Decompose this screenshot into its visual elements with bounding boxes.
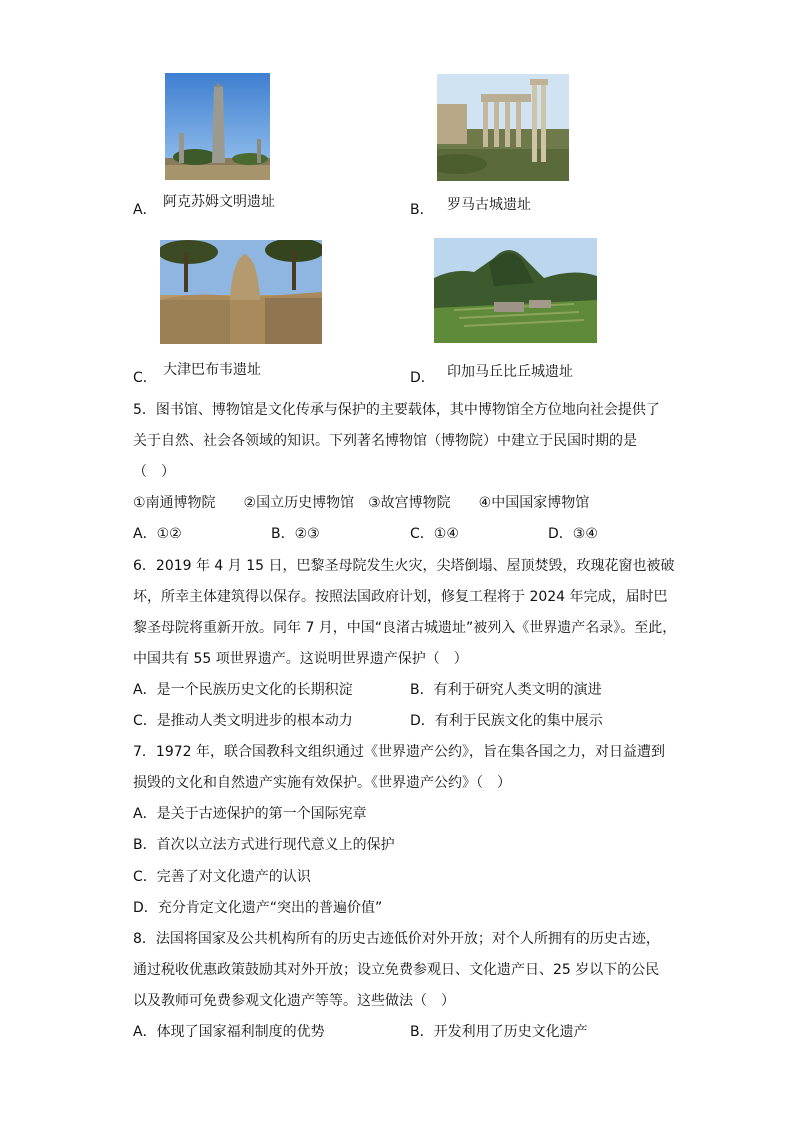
q6-stem-line-4: 中国共有 55 项世界遗产。这说明世界遗产保护（ ） — [133, 651, 468, 667]
option-d-letter: D． — [410, 370, 435, 386]
q8-stem-line-3: 以及教师可免费参观文化遗产等等。这些做法（ ） — [133, 993, 455, 1009]
q6-stem-line-2: 坏，所幸主体建筑得以保存。按照法国政府计划，修复工程将于 2024 年完成，届时巴 — [133, 589, 668, 605]
q8-choice-b[interactable]: B．开发利用了历史文化遗产 — [410, 1024, 588, 1040]
option-d-caption: 印加马丘比丘城遗址 — [447, 364, 573, 380]
q5-stem-line-2: 关于自然、社会各领域的知识。下列著名博物馆（博物院）中建立于民国时期的是 — [133, 433, 637, 449]
q7-choice-c[interactable]: C．完善了对文化遗产的认识 — [133, 869, 311, 885]
q7-choice-b[interactable]: B．首次以立法方式进行现代意义上的保护 — [133, 837, 395, 853]
q8-stem-line-1: 8．法国将国家及公共机构所有的历史古迹低价对外开放；对个人所拥有的历史古迹， — [133, 931, 660, 947]
q5-choice-b[interactable]: B．②③ — [271, 526, 320, 542]
q5-choice-d[interactable]: D．③④ — [548, 526, 598, 542]
option-b-letter: B． — [410, 202, 434, 218]
roman-forum-photo — [437, 74, 569, 181]
obelisk-photo — [165, 73, 270, 180]
q5-choice-c[interactable]: C．①④ — [410, 526, 459, 542]
option-a-caption: 阿克苏姆文明遗址 — [163, 194, 275, 210]
q6-choice-c[interactable]: C．是推动人类文明进步的根本动力 — [133, 713, 353, 729]
q6-choice-a[interactable]: A．是一个民族历史文化的长期积淀 — [133, 682, 353, 698]
q7-choice-d[interactable]: D．充分肯定文化遗产“突出的普遍价值” — [133, 900, 383, 916]
q5-stem-line-1: 5．图书馆、博物馆是文化传承与保护的主要载体，其中博物馆全方位地向社会提供了 — [133, 402, 660, 418]
option-b-caption: 罗马古城遗址 — [447, 197, 531, 213]
machu-picchu-photo — [434, 238, 597, 343]
q6-stem-line-1: 6．2019 年 4 月 15 日，巴黎圣母院发生火灾，尖塔倒塌、屋顶焚毁，玫瑰花窗也被破 — [133, 558, 675, 574]
q7-choice-a[interactable]: A．是关于古迹保护的第一个国际宪章 — [133, 806, 367, 822]
q5-choice-a[interactable]: A．①② — [133, 526, 182, 542]
q6-choice-b[interactable]: B．有利于研究人类文明的演进 — [410, 682, 602, 698]
great-zimbabwe-photo — [160, 240, 322, 344]
q5-items: ①南通博物院 ②国立历史博物馆 ③故宫博物院 ④中国国家博物馆 — [133, 495, 590, 511]
q6-choice-d[interactable]: D．有利于民族文化的集中展示 — [410, 713, 603, 729]
q7-stem-line-2: 损毁的文化和自然遗产实施有效保护。《世界遗产公约》（ ） — [133, 775, 511, 791]
option-c-caption: 大津巴布韦遗址 — [163, 362, 261, 378]
q8-choice-a[interactable]: A．体现了国家福利制度的优势 — [133, 1024, 325, 1040]
q8-stem-line-2: 通过税收优惠政策鼓励其对外开放；设立免费参观日、文化遗产日、25 岁以下的公民 — [133, 962, 660, 978]
q6-stem-line-3: 黎圣母院将重新开放。同年 7 月，中国“良渚古城遗址”被列入《世界遗产名录》。至此， — [133, 620, 677, 636]
q7-stem-line-1: 7．1972 年，联合国教科文组织通过《世界遗产公约》，旨在集各国之力，对日益遭到 — [133, 744, 665, 760]
option-c-letter: C． — [133, 370, 157, 386]
option-a-letter: A． — [133, 202, 157, 218]
q5-stem-line-3: （ ） — [133, 464, 175, 480]
